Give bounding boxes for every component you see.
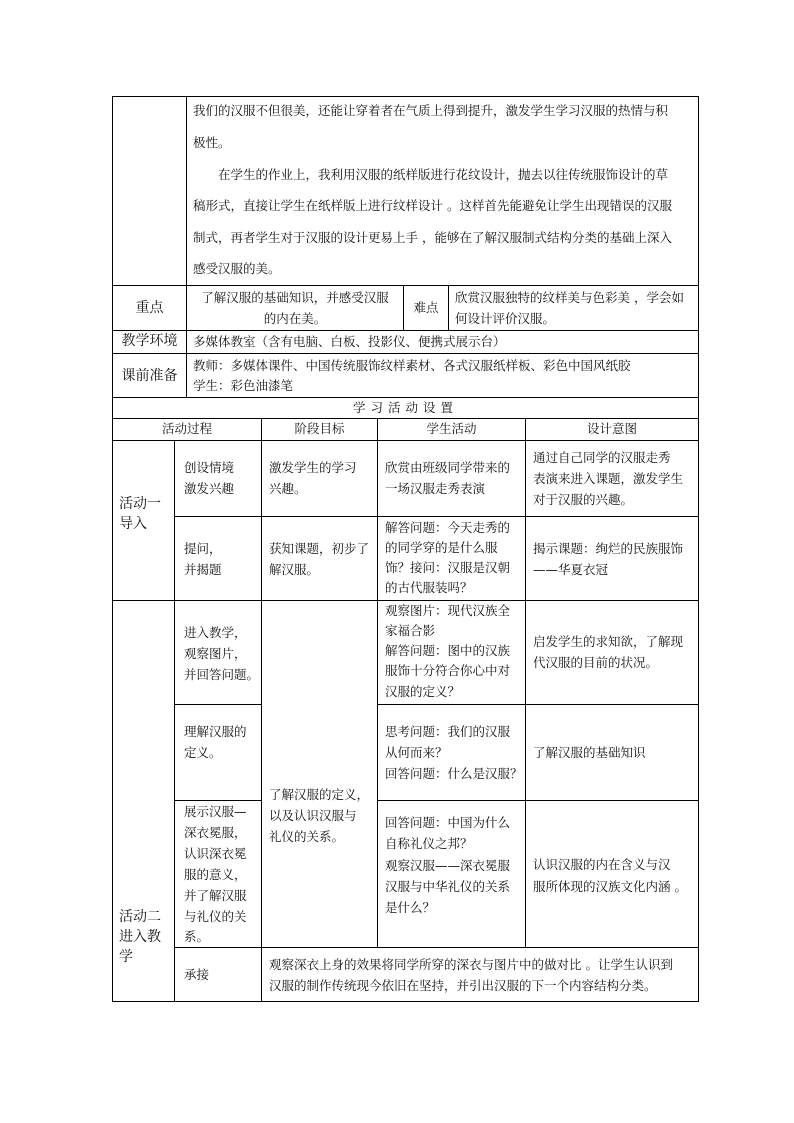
activity1-row2-student-line: 的同学穿的是什么服 bbox=[385, 540, 498, 555]
activity2-row3-intent-line: 服所体现的汉族文化内涵 。 bbox=[533, 879, 687, 894]
activity2-row2-student-line: 从何而来？ bbox=[385, 745, 448, 760]
activity2-row3-step-line: 认识深衣冕 bbox=[184, 846, 247, 861]
activity1-row2-step-line: 并揭题 bbox=[184, 562, 222, 577]
activity2-row3-step-line: 与礼仪的关 bbox=[184, 909, 247, 924]
activity1-row2-student-line: 饰？接问：汉服是汉朝 bbox=[385, 560, 511, 575]
activity2-row3-student-line: 自称礼仪之邦？ bbox=[385, 836, 473, 851]
activity1-row1-step-line: 创设情境 bbox=[184, 460, 235, 475]
activity1-row1-intent-line: 通过自己同学的汉服走秀 bbox=[533, 450, 671, 465]
transition-label: 承接 bbox=[184, 967, 210, 982]
difficulty-text-line2: 何设计评价汉服。 bbox=[455, 311, 556, 326]
activity2-row1-student-line: 观察图片：现代汉族全 bbox=[385, 603, 511, 618]
activity2-row1-student-line: 家福合影 bbox=[385, 623, 436, 638]
activity2-row1-step-line: 并回答问题。 bbox=[184, 667, 260, 682]
activity2-row2-step-line: 定义。 bbox=[184, 745, 222, 760]
intro-p2-line3: 制式，再者学生对于汉服的设计更易上手 ，能够在了解汉服制式结构分类的基础上深入 bbox=[193, 230, 672, 245]
focus-label: 重点 bbox=[135, 300, 164, 316]
activity1-row2-step-line: 提问， bbox=[184, 541, 222, 556]
activity2-row2-student-line: 思考问题：我们的汉服 bbox=[385, 724, 511, 739]
intro-p2-line4: 感受汉服的美。 bbox=[193, 261, 281, 276]
activity1-row1-goal-line: 兴趣。 bbox=[269, 481, 307, 496]
activity2-row1-step-line: 进入教学， bbox=[184, 625, 247, 640]
section-title: 学习活动设置 bbox=[352, 400, 458, 415]
activity2-row2-step-line: 理解汉服的 bbox=[184, 724, 247, 739]
activity1-row1-intent-line: 表演来进入课题，激发学生 bbox=[533, 471, 684, 486]
activity2-row3-step-line: 展示汉服— bbox=[184, 804, 247, 819]
activity2-row2-student-line: 回答问题：什么是汉服？ bbox=[385, 766, 523, 781]
activity2-name-line2: 进入教 bbox=[119, 929, 161, 945]
intro-label-cell bbox=[112, 96, 187, 286]
activity2-row3-step-line: 系。 bbox=[184, 929, 210, 944]
activity2-row3-step-line: 并了解汉服 bbox=[184, 888, 247, 903]
activity1-row2-student-line: 解答问题：今天走秀的 bbox=[385, 520, 511, 535]
focus-text-line1: 了解汉服的基础知识，并感受汉服 bbox=[201, 290, 389, 305]
activity1-row1-goal-line: 激发学生的学习 bbox=[269, 460, 357, 475]
activity2-row1-student-line: 服饰十分符合你心中对 bbox=[385, 663, 511, 678]
activity1-row2-goal-line: 获知课题，初步了 bbox=[269, 541, 370, 556]
activity2-goal-line: 了解汉服的定义， bbox=[269, 787, 370, 802]
intro-p1-line2: 极性。 bbox=[193, 135, 231, 150]
activity1-row2-intent-line: ——华夏衣冠 bbox=[533, 562, 609, 577]
transition-text-line1: 观察深衣上身的效果将同学所穿的深衣与图片中的做对比 。让学生认识到 bbox=[269, 957, 673, 972]
header-goal: 阶段目标 bbox=[294, 421, 345, 436]
activity1-row2-student-line: 的古代服装吗？ bbox=[385, 580, 473, 595]
activity2-row3-intent-line: 认识汉服的内在含义与汉 bbox=[533, 857, 671, 872]
activity1-row1-step-line: 激发兴趣 bbox=[184, 481, 235, 496]
activity2-row3-step-line: 深衣冕服， bbox=[184, 825, 247, 840]
transition-text-line2: 汉服的制作传统现今依旧在坚持，并引出汉服的下一个内容结构分类。 bbox=[269, 978, 657, 993]
preparation-teacher: 教师：多媒体课件、中国传统服饰纹样素材、各式汉服纸样板、彩色中国风纸胶 bbox=[193, 358, 631, 373]
activity2-goal-line: 礼仪的关系。 bbox=[269, 829, 345, 844]
activity2-row1-intent-line: 启发学生的求知欲，了解现 bbox=[533, 634, 684, 649]
activity2-row2-intent-line: 了解汉服的基础知识 bbox=[533, 745, 646, 760]
environment-value: 多媒体教室（含有电脑、白板、投影仪、便携式展示台） bbox=[193, 334, 506, 349]
activity1-row1-student-line: 欣赏由班级同学带来的 bbox=[385, 460, 511, 475]
difficulty-label: 难点 bbox=[413, 300, 439, 315]
header-intent: 设计意图 bbox=[586, 421, 637, 436]
activity2-row1-step-line: 观察图片， bbox=[184, 646, 247, 661]
activity1-row1-intent-line: 对于汉服的兴趣。 bbox=[533, 492, 634, 507]
activity2-row3-student-line: 观察汉服——深衣冕服 bbox=[385, 858, 511, 873]
focus-text-line2: 的内在美。 bbox=[263, 311, 327, 326]
activity2-goal-line: 以及认识汉服与 bbox=[269, 808, 357, 823]
preparation-label: 课前准备 bbox=[121, 368, 178, 384]
activity2-row1-student-line: 解答问题：图中的汉族 bbox=[385, 643, 511, 658]
intro-p2-line2: 稿形式，直接让学生在纸样版上进行纹样设计 。这样首先能避免让学生出现错误的汉服 bbox=[193, 198, 672, 213]
activity2-row1-intent-line: 代汉服的目前的状况。 bbox=[533, 655, 659, 670]
activity2-goal-cell bbox=[261, 600, 378, 948]
activity2-name-line3: 学 bbox=[119, 949, 133, 965]
activity2-name-line1: 活动二 bbox=[119, 909, 161, 925]
preparation-student: 学生：彩色油漆笔 bbox=[193, 378, 294, 393]
difficulty-text-line1: 欣赏汉服独特的纹样美与色彩美 ，学会如 bbox=[455, 290, 684, 305]
activity1-name-line2: 导入 bbox=[119, 516, 147, 532]
activity1-row2-intent-line: 揭示课题：绚烂的民族服饰 bbox=[533, 541, 684, 556]
intro-p2-line1: 在学生的作业上，我利用汉服的纸样版进行花纹设计，抛去以往传统服饰设计的草 bbox=[218, 167, 669, 182]
header-student: 学生活动 bbox=[426, 421, 477, 436]
activity1-name-line1: 活动一 bbox=[119, 496, 161, 512]
activity1-row1-student-line: 一场汉服走秀表演 bbox=[385, 481, 486, 496]
activity2-row1-student-line: 汉服的定义？ bbox=[385, 684, 461, 699]
activity1-row2-goal-line: 解汉服。 bbox=[269, 562, 320, 577]
activity2-row3-student-line: 是什么？ bbox=[385, 900, 436, 915]
activity2-row3-student-line: 汉服与中华礼仪的关系 bbox=[385, 879, 511, 894]
activity2-row3-step-line: 服的意义， bbox=[184, 867, 247, 882]
intro-p1-line1: 我们的汉服不但很美，还能让穿着者在气质上得到提升，激发学生学习汉服的热情与积 bbox=[193, 103, 669, 118]
header-process: 活动过程 bbox=[161, 421, 212, 436]
activity2-row3-student-line: 回答问题：中国为什么 bbox=[385, 815, 511, 830]
environment-label: 教学环境 bbox=[121, 333, 178, 349]
